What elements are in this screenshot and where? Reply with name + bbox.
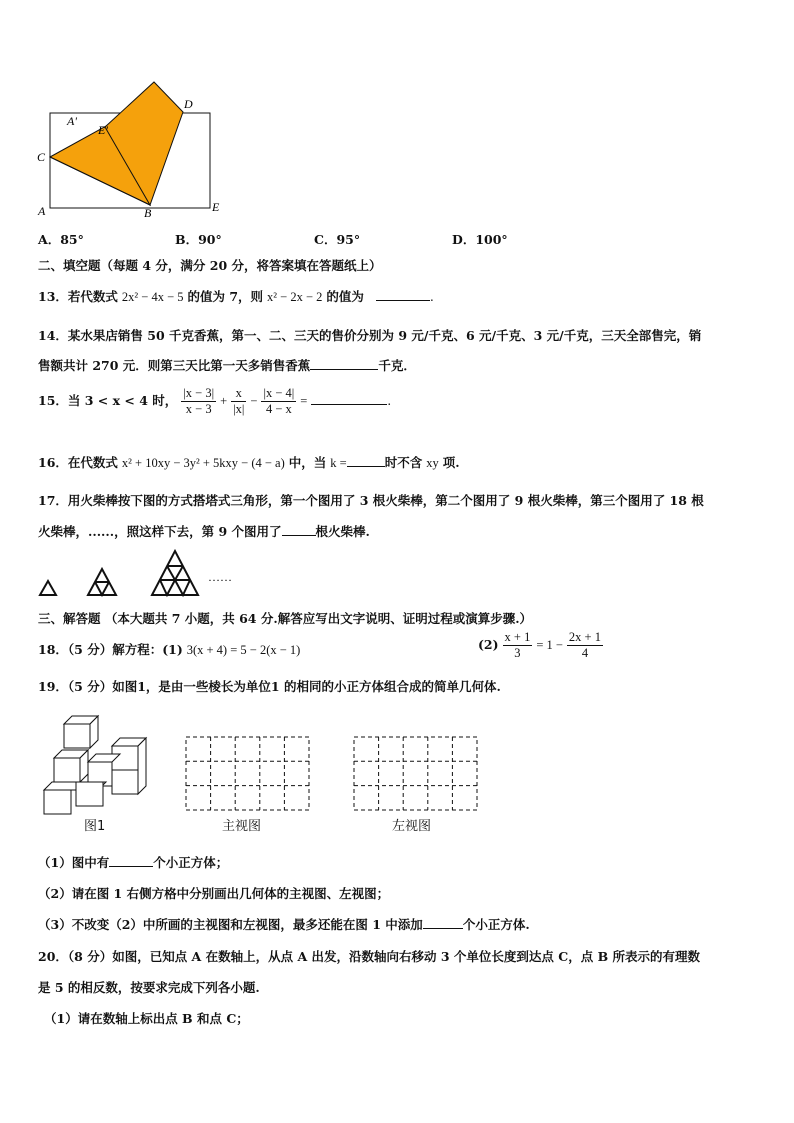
q19-sub1: （1）图中有 个小正方体； bbox=[38, 855, 229, 870]
q14-answer-blank[interactable] bbox=[310, 369, 378, 370]
section-2-heading: 二、填空题（每题 4 分，满分 20 分，将答案填在答题纸上） bbox=[38, 258, 382, 273]
question-14-line2: 售额共计 270 元．则第三天比第一天多销售香蕉 千克． bbox=[38, 358, 416, 373]
label-C: C bbox=[37, 150, 46, 164]
label-E: E bbox=[212, 200, 220, 214]
folding-figure bbox=[30, 75, 230, 220]
label-B: B bbox=[144, 206, 152, 220]
caption-left-view: 左视图 bbox=[392, 819, 432, 834]
left-view-grid[interactable] bbox=[353, 736, 479, 812]
triangle-stage-1 bbox=[40, 581, 56, 595]
question-20-line2: 是 5 的相反数，按要求完成下列各小题. bbox=[38, 980, 260, 995]
q13-expr1: 2x² − 4x − 5 bbox=[121, 290, 184, 304]
question-20-line1: 20．（8 分）如图，已知点 A 在数轴上，从点 A 出发，沿数轴向右移动 3 个单位长度到达点 C，点 B 所表示的有理数 bbox=[38, 949, 700, 964]
question-19: 19．（5 分）如图1，是由一些棱长为单位1 的相同的小正方体组合成的简单几何体. bbox=[38, 679, 501, 694]
question-18-part2: (2) $\frac{x + 1}{3}$ = 1 − $\frac{2x + 1}{4}$ bbox=[478, 630, 601, 660]
q13-answer-blank[interactable] bbox=[376, 300, 430, 301]
label-D: D bbox=[184, 97, 193, 111]
triangle-stage-2 bbox=[88, 569, 116, 595]
q16-answer-blank[interactable] bbox=[347, 466, 385, 467]
label-E-prime: E' bbox=[98, 123, 108, 137]
front-view-grid[interactable] bbox=[185, 736, 311, 812]
q18-equation-1: 3(x + 4) = 5 − 2(x − 1) bbox=[186, 643, 301, 657]
q15-answer-blank[interactable] bbox=[311, 404, 387, 405]
cube-solid-figure bbox=[40, 712, 160, 820]
triangle-stage-3 bbox=[152, 551, 198, 595]
question-14-line1: 14．某水果店销售 50 千克香蕉，第一、二、三天的售价分别为 9 元/千克、6 元/千克、3 元/千克，三天全部售完，销 bbox=[38, 328, 702, 343]
q19-sub3-blank[interactable] bbox=[423, 928, 463, 929]
q17-answer-blank[interactable] bbox=[282, 535, 316, 536]
q13-number: 13． bbox=[38, 289, 68, 304]
label-A-prime: A' bbox=[67, 114, 77, 128]
caption-figure-1: 图1 bbox=[84, 819, 106, 834]
q13-expr2: x² − 2x − 2 bbox=[267, 290, 323, 304]
label-A: A bbox=[38, 204, 46, 218]
q19-sub2: （2）请在图 1 右侧方格中分别画出几何体的主视图、左视图； bbox=[38, 886, 390, 901]
section-3-heading: 三、解答题 （本大题共 7 小题，共 64 分.解答应写出文字说明、证明过程或演算步骤.） bbox=[38, 611, 533, 626]
q20-sub1: （1）请在数轴上标出点 B 和点 C； bbox=[44, 1011, 249, 1026]
choice-b: B．90° bbox=[175, 232, 222, 247]
q16-expr: x² + 10xy − 3y² + 5kxy − (4 − a) bbox=[121, 456, 285, 470]
question-18: 18．（5 分）解方程：(1) 3(x + 4) = 5 − 2(x − 1) bbox=[38, 642, 301, 657]
choice-d: D．100° bbox=[452, 232, 508, 247]
question-16: 16．在代数式 x² + 10xy − 3y² + 5kxy − (4 − a) 中，当 k = 时不含 xy 项. bbox=[38, 455, 460, 470]
choice-a: A．85° bbox=[38, 232, 84, 247]
ellipsis: …… bbox=[208, 570, 232, 584]
caption-front-view: 主视图 bbox=[222, 819, 262, 834]
question-15: 15．当 3 < x < 4 时， $\frac{|x - 3|}{x - 3}$ + $\frac{x}{|x|}$ − $\frac{|x - 4|}{4 - x}$ = . bbox=[38, 386, 392, 416]
question-17-line2: 火柴棒，......，照这样下去，第 9 个图用了 根火柴棒. bbox=[38, 524, 370, 539]
question-17-line1: 17．用火柴棒按下图的方式搭塔式三角形，第一个图用了 3 根火柴棒，第二个图用了 9 根火柴棒，第三个图用了 18 根 bbox=[38, 493, 704, 508]
match-triangles-figure bbox=[36, 545, 246, 600]
choice-c: C．95° bbox=[314, 232, 361, 247]
question-13: 13．若代数式 2x² − 4x − 5 的值为 7，则 x² − 2x − 2 的值为 . bbox=[38, 289, 434, 304]
q19-sub1-blank[interactable] bbox=[109, 866, 153, 867]
q19-sub3: （3）不改变（2）中所画的主视图和左视图，最多还能在图 1 中添加 个小正方体. bbox=[38, 917, 530, 932]
